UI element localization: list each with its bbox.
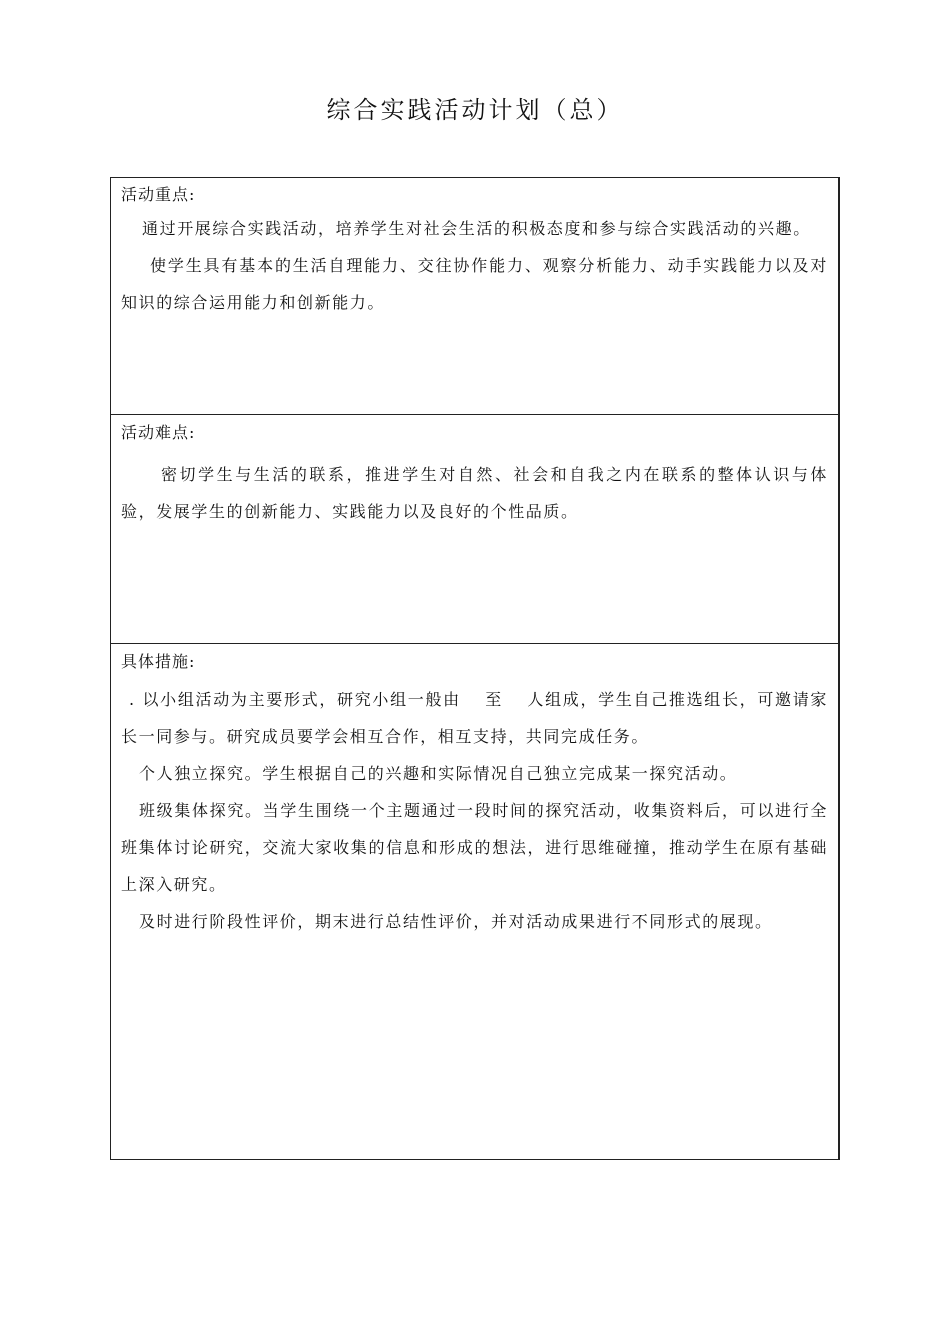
- paragraph: 班级集体探究。当学生围绕一个主题通过一段时间的探究活动，收集资料后，可以进行全班集体讨论研究，交流大家收集的信息和形成的想法，进行思维碰撞，推动学生在原有基础上深入研究。: [121, 801, 828, 894]
- section-label: 活动重点:: [121, 185, 196, 204]
- section-label: 具体措施:: [121, 652, 196, 671]
- section-measures: [111, 643, 838, 1159]
- section-label: 活动难点:: [121, 423, 196, 442]
- section-difficulties: [111, 414, 838, 643]
- paragraph: 通过开展综合实践活动，培养学生对社会生活的积极态度和参与综合实践活动的兴趣。: [142, 219, 811, 238]
- paragraph: 及时进行阶段性评价，期末进行总结性评价，并对活动成果进行不同形式的展现。: [139, 912, 773, 931]
- plan-table: [110, 177, 840, 1160]
- section-key-points: [111, 178, 838, 414]
- document-title: 综合实践活动计划（总）: [326, 96, 624, 124]
- paragraph: 使学生具有基本的生活自理能力、交往协作能力、观察分析能力、动手实践能力以及对知识的综合运用能力和创新能力。: [121, 256, 828, 312]
- paragraph: 个人独立探究。学生根据自己的兴趣和实际情况自己独立完成某一探究活动。: [139, 764, 738, 783]
- paragraph: 密切学生与生活的联系，推进学生对自然、社会和自我之内在联系的整体认识与体验，发展学生的创新能力、实践能力以及良好的个性品质。: [121, 465, 828, 521]
- paragraph: . 以小组活动为主要形式，研究小组一般由 至 人组成，学生自己推选组长，可邀请家长一同参与。研究成员要学会相互合作，相互支持，共同完成任务。: [121, 690, 828, 746]
